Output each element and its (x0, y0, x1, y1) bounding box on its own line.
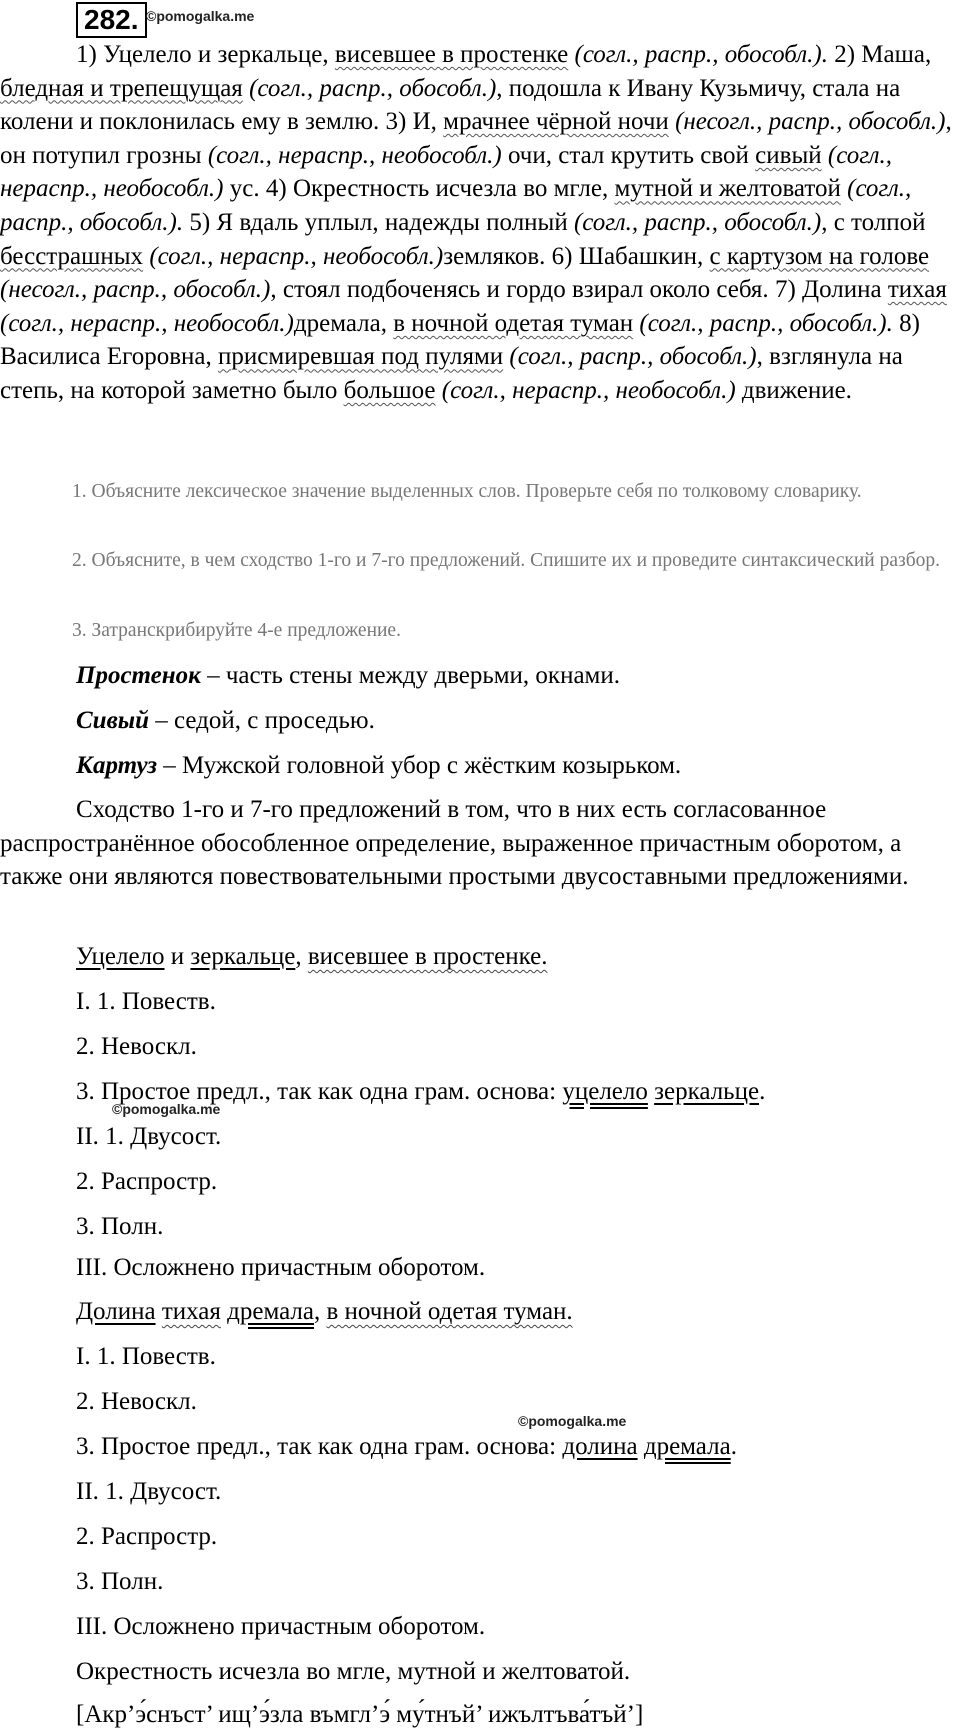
attribute: тихая (161, 1298, 221, 1325)
s8-g: движение. (741, 376, 852, 404)
s7-attribute-2: в ночной одетая туман (393, 309, 634, 337)
definition-2 (76, 706, 375, 736)
predicate: дремала (227, 1298, 314, 1325)
analysis-2-line-5: 2. Распростр. (76, 1523, 218, 1550)
s2-note: (согл., распр., обособл.) (249, 74, 497, 102)
s1-num: 1) (76, 41, 97, 68)
s3-num: 3) (385, 108, 407, 136)
similarity-answer: Сходство 1-го и 7-го предложений в том, что в них есть согласованное распространённое обособленное определение, выраженное причастным оборотом, а также они являются повествовательными простыми двусоставными предложениями. (0, 796, 909, 890)
s7-a: Долина (802, 276, 882, 304)
transcription-phonetic: [Акр’э́снъст’ ищ’э́зла въмгл’э́ му́тнъй’ ижълтъва́тъй’] (76, 1701, 644, 1728)
s2-attribute: бледная и трепещущая (0, 74, 243, 102)
analysis-2-line-4: II. 1. Двусост. (76, 1478, 222, 1505)
definition-3 (76, 751, 681, 781)
s5-c: , с толпой (821, 208, 926, 236)
s2-a: Маша, (861, 41, 932, 68)
analysis-1-line-6: 3. Полн. (76, 1213, 164, 1240)
s2-num: 2) (834, 41, 856, 68)
s1-a: Уцелело и зеркальце, (103, 41, 329, 68)
predicate: уцелело (562, 1078, 648, 1105)
analysis-1-line-4: II. 1. Двусост. (76, 1123, 222, 1150)
definition-text: – часть стены между дверьми, окнами. (200, 662, 621, 689)
s3-note-3: (согл., нераспр., необособл.) (0, 141, 893, 203)
s6-num: 6) (551, 242, 573, 270)
s8-attribute: присмиревшая под пулями (218, 343, 504, 371)
s8-attribute-2: большое (343, 376, 436, 404)
s7-note: (согл., нераспр., необособл.) (0, 309, 294, 337)
s2-d: , подошла к Ивану Кузьмичу, стала на колени и поклонилась ему в землю. (0, 74, 901, 136)
s3-attribute: мрачнее чёрной ночи (443, 108, 669, 136)
s8-num: 8) (899, 309, 920, 337)
s7-d: дремала, (293, 309, 387, 337)
subject: долина (562, 1433, 638, 1460)
s8-note: (согл., распр., обособл.) (509, 343, 757, 371)
subject: Долина (76, 1298, 156, 1325)
analysis-2-line-1: I. 1. Повеств. (76, 1343, 216, 1370)
analysis-1-line-2: 2. Невоскл. (76, 1033, 197, 1060)
s7-attribute: тихая (887, 276, 947, 304)
s4-note: (согл., распр., обособл.). (0, 175, 912, 236)
subject: зеркальце (654, 1078, 760, 1105)
s3-f: очи, стал крутить свой (507, 141, 749, 169)
analysis-1-line-5: 2. Распростр. (76, 1168, 218, 1195)
s5-num: 5) (189, 208, 211, 236)
exercise-text (0, 38, 956, 408)
period: . (730, 1433, 737, 1460)
task-1: 1. Объясните лексическое значение выделенных слов. Проверьте себя по толковому словарику. (72, 481, 862, 502)
transcription-sentence: Окрестность исчезла во мгле, мутной и желтоватой. (76, 1658, 631, 1685)
analysis-2-line-3 (76, 1432, 737, 1462)
task-3: 3. Затранскрибируйте 4-е предложение. (72, 620, 401, 641)
line-text: 3. Простое предл., так как одна грам. основа: (76, 1433, 563, 1460)
s8-note-2: (согл., нераспр., необособл.) (441, 376, 736, 404)
analysis-2-line-2: 2. Невоскл. (76, 1388, 197, 1415)
s5-note: (согл., распр., обособл.) (573, 208, 822, 236)
s3-attribute-2: сивый (755, 141, 822, 169)
s3-note-2: (согл., нераспр., необособл.) (207, 141, 502, 169)
s3-i: ус. (229, 175, 260, 203)
s6-note: (несогл., распр., обособл.) (0, 276, 271, 304)
s7-num: 7) (774, 276, 796, 304)
analysis-2-line-7: III. Осложнено причастным оборотом. (76, 1613, 486, 1640)
s1-note: (согл., распр., обособл.). (574, 41, 828, 68)
definition-term: Картуз (76, 752, 157, 779)
line-text: 3. Простое предл., так как одна грам. основа: (76, 1078, 563, 1105)
subject: Уцелело (76, 943, 165, 970)
comma: , (295, 943, 308, 970)
participial-phrase: висевшее в простенке. (307, 943, 548, 970)
definition-term: Сивый (76, 707, 149, 734)
s5-f: земляков. (443, 242, 546, 270)
s1-attribute: висевшее в простенке (334, 41, 569, 68)
s6-a: Шабашкин, (578, 242, 704, 270)
s8-a: Василиса Егоровна, (0, 343, 212, 371)
s8-d: , взглянула на степь, на которой заметно было (0, 343, 903, 404)
exercise-header (76, 2, 255, 38)
s5-a: Я вдаль уплыл, надежды полный (216, 208, 568, 236)
definition-text: – седой, с проседью. (149, 707, 375, 734)
analysis-2-line-6: 3. Полн. (76, 1568, 164, 1595)
period: . (759, 1078, 766, 1105)
definition-text: – Мужской головной убор с жёстким козырьком. (156, 752, 682, 779)
s6-d: , стоял подбоченясь и гордо взирал около себя. (270, 276, 769, 304)
s7-note-2: (согл., распр., обособл.). (639, 309, 893, 337)
connector: и (164, 943, 191, 970)
s3-a: И, (412, 108, 437, 136)
watermark: ©pomogalka.me (112, 1101, 221, 1117)
definition-1 (76, 661, 620, 691)
s4-attribute: мутной и желтоватой (614, 175, 841, 203)
definition-term: Простенок (76, 662, 201, 689)
predicate: дремала (643, 1433, 731, 1460)
comma: , (314, 1298, 327, 1325)
s6-attribute: с картузом на голове (709, 242, 930, 270)
s4-a: Окрестность исчезла во мгле, (292, 175, 609, 203)
s3-note: (несогл., распр., обособл.) (675, 108, 946, 136)
analysis-1-sentence (76, 942, 547, 972)
watermark: ©pomogalka.me (518, 1413, 627, 1429)
analysis-1-line-7: III. Осложнено причастным оборотом. (76, 1254, 486, 1281)
exercise-number: 282. (76, 2, 147, 38)
analysis-1-line-1: I. 1. Повеств. (76, 988, 216, 1015)
subject: зеркальце (190, 943, 296, 970)
analysis-2-sentence (76, 1297, 573, 1327)
participial-phrase: в ночной одетая туман. (326, 1298, 573, 1325)
s5-attribute: бесстрашных (0, 242, 144, 270)
s4-num: 4) (265, 175, 287, 203)
task-2: 2. Объясните, в чем сходство 1-го и 7-го предложений. Спишите их и проведите синтаксический разбор. (72, 550, 941, 571)
s3-d: , он потупил грозны (0, 108, 952, 169)
watermark: ©pomogalka.me (146, 8, 255, 24)
s5-note-2: (согл., нераспр., необособл.) (149, 242, 444, 270)
